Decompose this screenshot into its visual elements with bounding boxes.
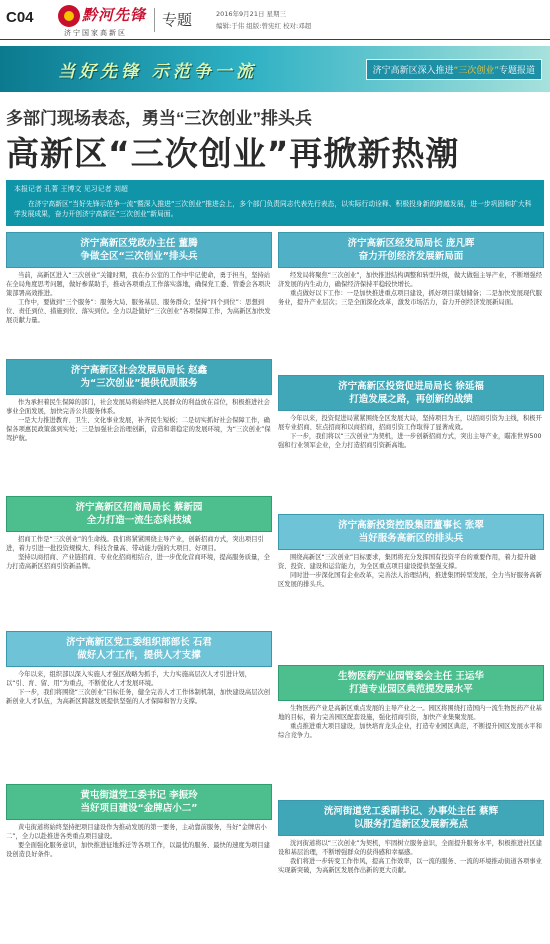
paragraph: 一是大力推进教育、卫生、文化事业发展，补齐民生短板；二是切实抓好社会保障工作，确保各项惠民政策落到实处；三是加强社会治理创新，营造和谐稳定的发展环境，为“三次创业”保驾护航。 [6,417,271,443]
section-heading [278,375,544,411]
article-body [6,670,272,784]
article-body [6,398,272,496]
article-body [278,414,544,514]
article-body [6,271,272,359]
editor-credits: 编辑:于伟 组版:曾宪红 校对:邓超 [216,22,312,30]
paragraph: 作为承担着民生保障的部门，社会发展局将始终把人民群众的利益放在首位，积极推进社会事业全面发展，加快完善公共服务体系。 [6,399,270,416]
section-title: 全力打造一流生态科技城 [86,515,192,526]
paragraph: 要全面强化服务意识，加快推进征地拆迁等各项工作，以最优的服务、最快的速度为项目建设创造良好条件。 [6,842,270,859]
banner-topic-prefix: 济宁高新区深入推进 [372,66,454,76]
section-speaker: 济宁高新区社会发展局局长 赵鑫 [70,365,208,376]
section-title: 争做全区“三次创业”排头兵 [80,251,198,262]
section-title: 当好服务高新区的排头兵 [358,533,464,544]
section-speaker: 生物医药产业园管委会主任 王运华 [338,671,484,682]
paragraph: 重点做好以下工作：一是加快推进重点项目建设，抓好项目谋划储备；二是加快发展现代服务业，提升产业层次；三是全面深化改革，激发市场活力，奋力开创经济发展新局面。 [278,290,542,307]
article-body [6,535,272,631]
newspaper-logo-text: 黔河先锋 [82,6,147,24]
issue-date: 2016年9月21日 星期三 [216,10,287,18]
section-speaker: 济宁高新区党工委组织部部长 石君 [66,637,212,648]
paragraph: 当前，高新区进入“三次创业”关键时期，我在办公室的工作中牢记使命，勇于担当，坚持站在全局角度思考问题，做好参谋助手，推动各项重点工作落实落地，确保党工委、管委会各项决策部署高效推进。 [6,272,271,298]
section-speaker: 济宁高新区投资促进局局长 徐延福 [338,381,484,392]
paragraph: 下一步，我们将以“三次创业”为契机，进一步创新招商方式，突出主导产业，瞄准世界500强和行业领军企业，全力打造招商引资新高地。 [278,433,542,450]
section-speaker: 济宁高新区招商局局长 蔡新园 [75,502,203,513]
main-headline: 高新区“三次创业”再掀新热潮 [6,134,460,173]
section-speaker: 济宁高新区党政办主任 董腾 [80,238,198,249]
masthead-divider [154,8,155,32]
article-body [278,839,544,939]
paragraph: 同时进一步深化国有企业改革，完善法人治理结构，推进集团转型发展，全力当好服务高新区发展的排头兵。 [278,572,542,589]
section-heading [6,232,272,268]
paragraph: 经发局将聚焦“三次创业”，加快推进结构调整和转型升级，做大做强主导产业，不断增强经济发展的内生动力，确保经济保持平稳较快增长。 [278,272,543,289]
newspaper-logo-subtitle: 济宁国家高新区 [64,29,127,37]
section-title: 以服务打造新区发展新亮点 [353,819,468,830]
lead-paragraph: 在济宁高新区“当好先锋示范争一流”暨深入推进“三次创业”推进会上，多个部门负责同志代表先行表态，以实际行动诠释、积极投身新的跨越发展，进一步巩固和扩大科学发展成果，奋力开创济宁高新区“三次创业”新局面。 [14,200,532,218]
masthead [0,0,550,40]
newspaper-logo-icon [58,5,80,27]
paragraph: 洸河街道将以“三次创业”为契机，牢固树立服务意识，全面提升服务水平，积极推进社区建设和基层治理，不断增强群众的获得感和幸福感。 [278,840,543,857]
page-number: C04 [6,9,34,26]
section-title: 当好项目建设“金牌店小二” [80,803,198,814]
section-speaker: 洸河街道党工委副书记、办事处主任 蔡辉 [323,806,499,817]
paragraph: 招商工作是“三次创业”的生命线。我们将紧紧围绕主导产业，创新招商方式，突出项目引进，着力引进一批投资规模大、科技含量高、带动能力强的大项目、好项目。 [6,536,264,553]
right-column [278,232,544,939]
paragraph: 黄屯街道将始终坚持把项目建设作为推动发展的第一要务，主动靠前服务，当好“金牌店小二”，全力以赴推进各类重点项目建设。 [6,824,267,841]
section-heading [6,496,272,532]
banner-slogan: 当好先锋 示范争一流 [58,62,257,82]
topic-banner [0,46,550,92]
section-name: 专题 [162,11,193,29]
section-heading [278,665,544,701]
section-title: 打造专业园区典范提发展水平 [349,684,473,695]
banner-topic-quote: “三次创业” [453,66,499,76]
article-body [278,553,544,665]
article-body [6,823,272,923]
section-heading [6,784,272,820]
paragraph: 生物医药产业是高新区重点发展的主导产业之一。园区将围绕打造国内一流生物医药产业基地的目标，着力完善园区配套设施，强化招商引资，加快产业集聚发展。 [278,705,542,722]
paragraph: 今年以来，投资促进局紧紧围绕全区发展大局，坚持项目为王，以招商引资为主线，积极开展专业招商、驻点招商和以商招商，招商引资工作取得了显著成效。 [278,415,542,432]
section-heading [278,514,544,550]
section-speaker: 黄屯街道党工委书记 李振玲 [80,790,198,801]
section-speaker: 济宁高新投资控股集团董事长 张翠 [338,520,484,531]
banner-topic-label [366,59,542,80]
section-heading [6,359,272,395]
section-heading [278,800,544,836]
article-body [278,704,544,800]
paragraph: 今年以来，组织部以深入实施人才强区战略为抓手，大力实施高层次人才引进计划，以“引、育、留、用”为重点，不断优化人才发展环境。 [6,671,251,688]
left-column [6,232,272,923]
section-title: 打造发展之路，再创新的战绩 [349,394,473,405]
paragraph: 我们将进一步转变工作作风，提高工作效率，以一流的服务、一流的环境推动街道各项事业实现新突破，为高新区发展作出新的更大贡献。 [278,858,542,875]
section-heading [6,631,272,667]
paragraph: 工作中，要做到“三个服务”：服务大局、服务基层、服务群众；坚持“四个到位”：思想到位、责任到位、措施到位、落实到位。全力以赴做好“三次创业”各项保障工作，为高新区加快发展贡献力量。 [6,299,271,325]
section-title: 做好人才工作，提供人才支撑 [77,650,201,661]
section-title: 奋力开创经济发展新局面 [358,251,464,262]
paragraph: 坚持以商招商、产业链招商、专业化招商相结合，进一步优化营商环境，提高服务质量，全力打造高新区招商引资新品牌。 [6,554,270,571]
kicker-headline: 多部门现场表态，勇当“三次创业”排头兵 [6,109,312,128]
section-speaker: 济宁高新区经发局局长 庞凡晖 [347,238,475,249]
section-title: 为“三次创业”提供优质服务 [80,378,198,389]
paragraph: 下一步，我们将围绕“三次创业”目标任务，健全完善人才工作体制机制，加快建设高层次创新创业人才队伍，为高新区跨越发展提供坚强的人才保障和智力支撑。 [6,689,271,706]
section-heading [278,232,544,268]
banner-topic-suffix: 专题报道 [498,66,535,76]
paragraph: 围绕高新区“三次创业”目标要求，集团将充分发挥国有投资平台的重要作用，着力提升融资、投资、建设和运营能力，为全区重点项目建设提供坚强支撑。 [278,554,536,571]
lead-box [6,180,544,226]
byline: 本报记者 孔菁 王博文 见习记者 刘超 [14,185,128,193]
article-body [278,271,544,375]
paragraph: 重点推进重大项目建设，加快培育龙头企业，打造专业园区典范，不断提升园区发展水平和综合竞争力。 [278,723,542,740]
